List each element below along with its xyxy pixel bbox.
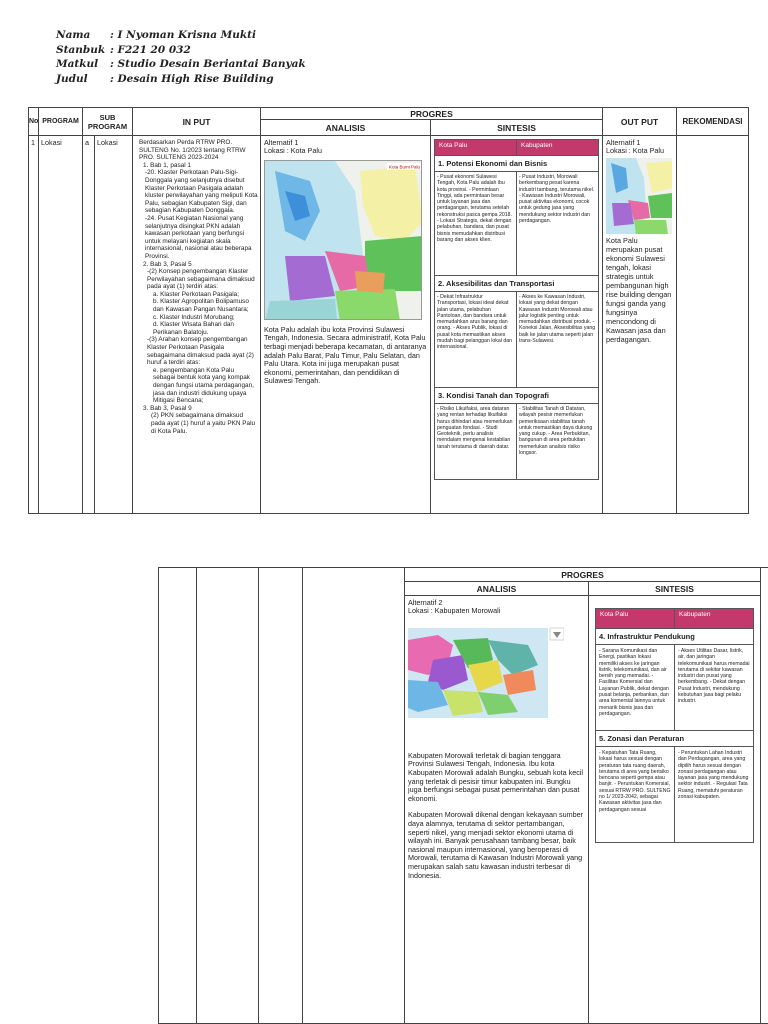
sintesis-left-cell: - Pusat ekonomi Sulawesi Tengah, Kota Palu adalah ibu kota provinsi. - Permintaan Tinggi, ada permintaan besar untuk layanan jasa dan perdagangan, terutama setelah rekonstruksi pasca gempa 2018. - Lokasi Strategis, dekat dengan pelabuhan, bandara, dan pusat bisnis memudahkan distribusi barang dan akses klien. <box>435 172 517 276</box>
sintesis2-col-kota-palu: Kota Palu <box>596 609 675 629</box>
sintesis-left-cell: - Risiko Likuifaksi, area dataran yang rentan terhadap likuifaksi harus dihindari atau memerlukan penguatan fondasi. - Studi Geoteknik, perlu analisis mendalam mengenai kestabilan tanah terutama di daerah datar. <box>435 404 517 480</box>
sintesis-section-title: 3. Kondisi Tanah dan Topografi <box>435 388 599 404</box>
header-no: No <box>29 108 39 136</box>
analisis2-title: Alternatif 2 <box>408 598 443 607</box>
header-rekomendasi: REKOMENDASI <box>677 108 749 136</box>
continuation-table <box>158 567 768 1024</box>
cell-sintesis <box>431 136 603 514</box>
sintesis-right-cell: - Pusat Industri, Morowali berkembang pesat karena industri tambang, terutama nikel. - Kawasan Industri Morowali, pusat aktivitas ekonomi, cocok untuk gedung jasa yang mendukung sektor industri dan perdagangan. <box>517 172 599 276</box>
blank-col-a <box>159 568 197 1024</box>
blank-col-b <box>197 568 259 1024</box>
cell-sub-letter: a <box>83 136 95 514</box>
blank-col-c <box>259 568 303 1024</box>
morowali-map-image <box>408 620 564 718</box>
analisis2-lokasi: Lokasi : Kabupaten Morowali <box>408 606 501 616</box>
analisis-paragraph: Kota Palu adalah ibu kota Provinsi Sulawesi Tengah, Indonesia. Secara administratif, Kota Palu terbagi menjadi beberapa kecamatan, di antaranya adalah Palu Barat, Palu Timur, Palu Selatan, dan Palu Utara. Kota ini juga merupakan pusat ekonomi, pemerintahan, dan pendidikan di Sulawesi Tengah. <box>264 324 427 386</box>
sintesis2-left-cell: - Kepatuhan Tata Ruang, lokasi harus sesuai dengan peraturan tata ruang daerah, terutama di area yang berisiko bencana seperti gempa atau banjir. - Peruntukan Komersial, sesuai RTRW PRO. SULTENG no 1/ 2023-2042, sebagai Kawasan aktivitas jasa dan perdagangan sesuai <box>596 747 675 843</box>
cell-output <box>603 136 677 514</box>
header-nama: Nama : I Nyoman Krisna Mukti <box>56 29 257 41</box>
sintesis2-left-cell: - Sarana Komunikasi dan Energi, pastikan lokasi memiliki akses ke jaringan listrik, telekomunikasi, dan air bersih yang memadai. - Fasilitas Komersial dan Layanan Publik, dekat dengan pusat belanja, perbankan, dan area komersial lainnya untuk menarik bisnis jasa dan perdagangan. <box>596 645 675 731</box>
header-analisis-2: ANALISIS <box>405 582 589 596</box>
main-table <box>28 107 749 514</box>
header-stanbuk: Stanbuk : F221 20 032 <box>56 43 191 56</box>
analisis-title: Alternatif 1 <box>264 138 299 147</box>
morowali-map-graphic <box>408 620 564 718</box>
header-sintesis-2: SINTESIS <box>589 582 761 596</box>
sintesis-col-kabupaten: Kabupaten <box>517 140 599 156</box>
output-title: Alternatif 1 <box>606 138 641 147</box>
analisis2-paragraph-2: Kabupaten Morowali dikenal dengan kekayaan sumber daya alamnya, terutama di sektor pertambangan, seperti nikel, yang menjadi sektor ekonomi utama di wilayah ini. Banyak perusahaan tambang besar, baik nasional maupun internasional, yang beroperasi di Morowali, terutama di Kawasan Industri Morowali yang merupakan salah satu kawasan industri terbesar di Indonesia. <box>408 810 584 880</box>
sintesis2-right-cell: - Peruntukan Lahan Industri dan Perdagangan, area yang dipilih harus sesuai dengan zonasi perdagangan atau layanan jasa yang mendukung sektor industri. - Regulasi Tata Ruang, mematuhi peraturan zonasi kabupaten. <box>675 747 754 843</box>
cell-analisis-2 <box>405 596 589 1024</box>
output-paragraph: Kota Palu merupakan pusat ekonomi Sulawesi tengah, lokasi strategis untuk pembangunan high rise building dengan fungsi ganda yang fungsinya mencondong di Kawasan jasa dan perdagangan. <box>606 235 672 344</box>
cell-sub-program: Lokasi <box>95 136 133 514</box>
analisis-lokasi: Lokasi : Kota Palu <box>264 146 322 156</box>
sintesis2-col-kabupaten: Kabupaten <box>675 609 754 629</box>
header-analisis: ANALISIS <box>261 120 431 136</box>
cell-analisis <box>261 136 431 514</box>
input-text: Berdasarkan Perda RTRW PRO. SULTENG No. 1/2023 tentang RTRW PRO. SULTENG 2023-2024 1. Bab 1, pasal 1 -20. Klaster Perkotaan Palu-Sigi-Donggala yang selanjutnya disebut Klaster Perkotaan Pasigala adalah kluster perwilayahan yang meliputi Kota Palu, sebagian Kabupaten Sigi, dan sebagian Kabupaten Donggala. -24. Pusat Kegiatan Nasional yang selanjutnya disingkat PKN adalah kawasan perkotaan yang berfungsi untuk melayani kegiatan skala internasional, nasional atau beberapa Provinsi. 2. Bab 3, Pasal 5 -(2) Konsep pengembangan Klaster Perwilayahan sebagaimana dimaksud pada ayat (1) terdiri atas: a. Klaster Perkotaan Pasigala; b. Klaster Agropolitan Bolipamuso dan Kawasan Pangan Nusantara; c. Klaster Industri Morubang; d. Klaster Wisata Bahari dan Perikanan Balatoju. -(3) Arahan konsep pengembangan Klaster Perkotaan Pasigala sebagaimana dimaksud pada ayat (2) huruf a terdiri atas: e. pengembangan Kota Palu sebagai bentuk kota yang kompak dengan fungsi utama perdagangan, jasa dan industri didukung upaya Mitigasi Bencana; 3. Bab 3, Pasal 9 (2) PKN sebagaimana dimaksud pada ayat (1) huruf a yaitu PKN Palu di Kota Palu. <box>139 139 258 435</box>
output-map-image <box>606 158 672 234</box>
sintesis2-section-title: 4. Infrastruktur Pendukung <box>596 629 754 645</box>
sintesis-section-title: 1. Potensi Ekonomi dan Bisnis <box>435 156 599 172</box>
palu-map-graphic <box>265 161 422 320</box>
analisis2-paragraph-1: Kabupaten Morowali terletak di bagian tenggara Provinsi Sulawesi Tengah, Indonesia. Ibu kota Kabupaten Morowali adalah Bungku, sebuah kota kecil yang terletak di pesisir timur kabupaten ini. Bungku juga berfungsi sebagai pusat pemerintahan dan pusat ekonomi. <box>408 750 584 803</box>
cell-input <box>133 136 261 514</box>
palu-map-image <box>264 160 422 320</box>
sintesis2-section-title: 5. Zonasi dan Peraturan <box>596 731 754 747</box>
output-lokasi: Lokasi : Kota Palu <box>606 146 664 156</box>
blank-col-output <box>761 568 768 1024</box>
map-label: Kota Bumi Palu <box>389 164 421 170</box>
blank-col-d <box>303 568 405 1024</box>
output-map-graphic <box>606 158 672 234</box>
header-output: OUT PUT <box>603 108 677 136</box>
sintesis-table-2 <box>595 608 754 843</box>
header-progres-2: PROGRES <box>405 568 761 582</box>
sintesis-section-title: 2. Aksesibilitas dan Transportasi <box>435 276 599 292</box>
header-program: PROGRAM <box>39 108 83 136</box>
header-sub-program: SUB PROGRAM <box>83 108 133 136</box>
sintesis-table-1 <box>434 139 599 480</box>
sintesis-right-cell: - Stabilitas Tanah di Dataran, wilayah pesisir memerlukan pemeriksaan stabilitas tanah untuk memastikan daya dukung yang cukup. - Area Perbukitan, bangunan di area perbukitan memerlukan analisis risiko longsor. <box>517 404 599 480</box>
header-matkul: Matkul : Studio Desain Beriantai Banyak <box>56 58 306 70</box>
sintesis-col-kota-palu: Kota Palu <box>435 140 517 156</box>
header-judul: Judul : Desain High Rise Building <box>56 72 274 85</box>
cell-program: Lokasi <box>39 136 83 514</box>
header-progres: PROGRES <box>261 108 603 120</box>
header-sintesis: SINTESIS <box>431 120 603 136</box>
header-input: IN PUT <box>133 108 261 136</box>
cell-sintesis-2 <box>589 596 761 1024</box>
cell-no: 1 <box>29 136 39 514</box>
sintesis-left-cell: - Dekat Infrastruktur Transportasi, lokasi ideal dekat jalan utama, pelabuhan Pantoloan, dan bandara untuk memudahkan arus barang dan orang. - Akses Publik, lokasi di pusat kota memastikan akses mudah bagi pelanggan lokal dan internasional. <box>435 292 517 388</box>
document-header <box>56 28 306 86</box>
cell-rekomendasi <box>677 136 749 514</box>
sintesis2-right-cell: - Akses Utilitas Dasar, listrik, air, dan jaringan telekomunikasi harus memadai terutama di sekitar kawasan industri dan pusat yang berkembang. - Dekat dengan Pusat Industri, mendukung kebutuhan jasa bagi pelaku industri. <box>675 645 754 731</box>
sintesis-right-cell: - Akses ke Kawasan Industri, lokasi yang dekat dengan Kawasan Industri Morowali atau jalur logistik penting untuk memudahkan distribusi produk. - Koneksi Jalan, Aksesibilitas yang baik ke jalan utama seperti jalan trans-Sulawesi. <box>517 292 599 388</box>
